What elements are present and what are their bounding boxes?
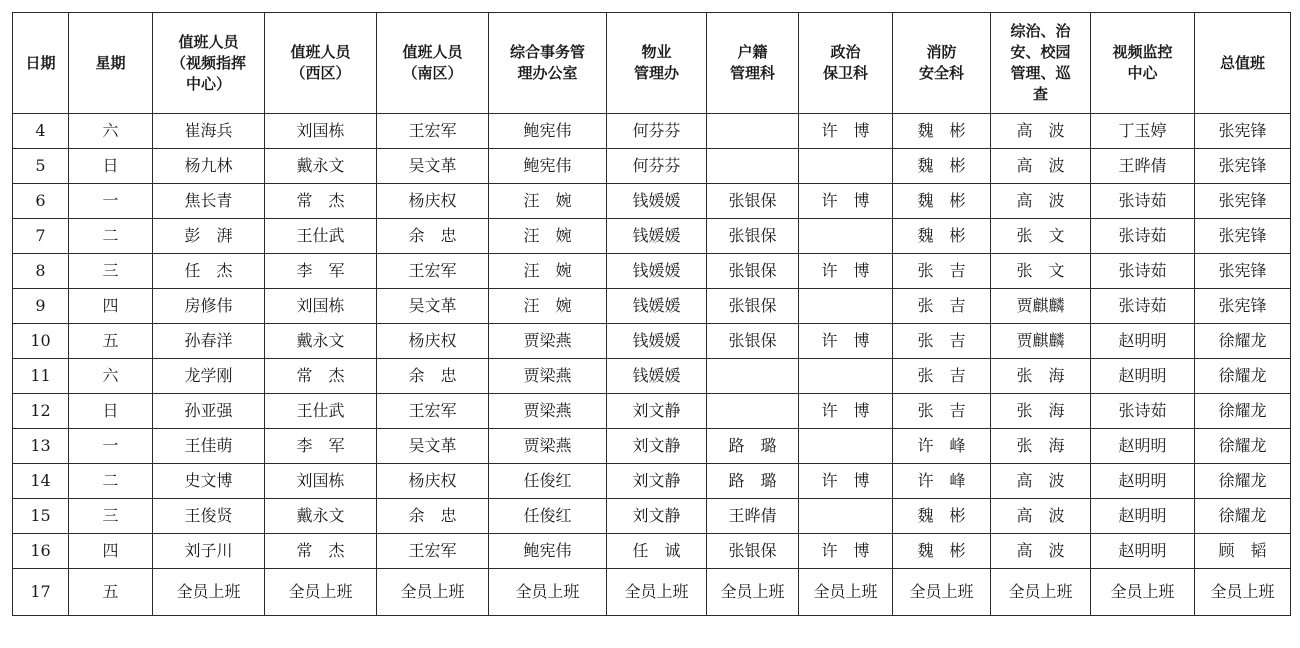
cell-video-monitoring-center: 张诗茹 [1091, 219, 1195, 254]
cell-video-monitoring-center: 王晔倩 [1091, 149, 1195, 184]
cell-household-registry [707, 394, 799, 429]
cell-property-office: 任 诚 [607, 534, 707, 569]
cell-duty-south: 余 忠 [377, 219, 489, 254]
table-row [13, 219, 1291, 254]
cell-political-security [799, 289, 893, 324]
header-duty-south: 值班人员 （南区） [377, 13, 489, 114]
cell-household-registry: 张银保 [707, 534, 799, 569]
header-weekday: 星期 [69, 13, 153, 114]
cell-general-affairs-office: 贾梁燕 [489, 429, 607, 464]
cell-fire-safety: 魏 彬 [893, 184, 991, 219]
cell-video-monitoring-center: 赵明明 [1091, 324, 1195, 359]
cell-general-affairs-office: 汪 婉 [489, 254, 607, 289]
cell-duty-command-center: 龙学刚 [153, 359, 265, 394]
cell-duty-south: 王宏军 [377, 114, 489, 149]
cell-duty-west: 常 杰 [265, 359, 377, 394]
cell-fire-safety: 张 吉 [893, 324, 991, 359]
cell-chief-on-duty: 张宪锋 [1195, 149, 1291, 184]
cell-fire-safety: 魏 彬 [893, 114, 991, 149]
cell-weekday: 六 [69, 114, 153, 149]
header-video-monitoring-center: 视频监控 中心 [1091, 13, 1195, 114]
cell-duty-command-center: 焦长青 [153, 184, 265, 219]
cell-duty-west: 常 杰 [265, 534, 377, 569]
cell-duty-west: 刘国栋 [265, 464, 377, 499]
header-duty-west: 值班人员 （西区） [265, 13, 377, 114]
table-header [13, 13, 1291, 114]
cell-date: 16 [13, 534, 69, 569]
cell-political-security: 许 博 [799, 324, 893, 359]
table-row [13, 149, 1291, 184]
cell-public-order-patrol: 贾麒麟 [991, 324, 1091, 359]
cell-weekday: 一 [69, 184, 153, 219]
cell-video-monitoring-center: 张诗茹 [1091, 254, 1195, 289]
cell-public-order-patrol: 张 文 [991, 219, 1091, 254]
cell-public-order-patrol: 张 海 [991, 359, 1091, 394]
cell-date: 13 [13, 429, 69, 464]
cell-fire-safety: 张 吉 [893, 394, 991, 429]
cell-weekday: 三 [69, 254, 153, 289]
cell-duty-command-center: 孙春洋 [153, 324, 265, 359]
cell-duty-command-center: 全员上班 [153, 569, 265, 616]
cell-household-registry: 张银保 [707, 184, 799, 219]
cell-fire-safety: 魏 彬 [893, 534, 991, 569]
cell-public-order-patrol: 高 波 [991, 534, 1091, 569]
cell-property-office: 钱媛媛 [607, 324, 707, 359]
cell-video-monitoring-center: 赵明明 [1091, 499, 1195, 534]
cell-date: 7 [13, 219, 69, 254]
cell-public-order-patrol: 全员上班 [991, 569, 1091, 616]
cell-household-registry: 张银保 [707, 219, 799, 254]
table-row [13, 464, 1291, 499]
header-public-order-patrol: 综治、治 安、校园 管理、巡 查 [991, 13, 1091, 114]
header-household-registry: 户籍 管理科 [707, 13, 799, 114]
cell-duty-south: 余 忠 [377, 499, 489, 534]
cell-fire-safety: 魏 彬 [893, 219, 991, 254]
cell-fire-safety: 魏 彬 [893, 149, 991, 184]
cell-household-registry [707, 359, 799, 394]
cell-video-monitoring-center: 丁玉婷 [1091, 114, 1195, 149]
header-row [13, 13, 1291, 114]
cell-duty-command-center: 任 杰 [153, 254, 265, 289]
header-date: 日期 [13, 13, 69, 114]
header-general-affairs-office: 综合事务管 理办公室 [489, 13, 607, 114]
cell-weekday: 二 [69, 219, 153, 254]
cell-property-office: 何芬芬 [607, 149, 707, 184]
cell-duty-west: 刘国栋 [265, 289, 377, 324]
cell-duty-command-center: 孙亚强 [153, 394, 265, 429]
cell-household-registry: 全员上班 [707, 569, 799, 616]
cell-property-office: 何芬芬 [607, 114, 707, 149]
cell-duty-south: 余 忠 [377, 359, 489, 394]
cell-video-monitoring-center: 赵明明 [1091, 429, 1195, 464]
cell-general-affairs-office: 贾梁燕 [489, 394, 607, 429]
cell-date: 4 [13, 114, 69, 149]
table-row [13, 114, 1291, 149]
duty-roster-sheet [12, 12, 1290, 616]
duty-roster-table [12, 12, 1291, 616]
table-row [13, 359, 1291, 394]
cell-public-order-patrol: 高 波 [991, 114, 1091, 149]
cell-duty-command-center: 杨九林 [153, 149, 265, 184]
cell-date: 11 [13, 359, 69, 394]
cell-chief-on-duty: 徐耀龙 [1195, 324, 1291, 359]
cell-date: 6 [13, 184, 69, 219]
cell-public-order-patrol: 高 波 [991, 149, 1091, 184]
cell-general-affairs-office: 全员上班 [489, 569, 607, 616]
cell-date: 12 [13, 394, 69, 429]
cell-property-office: 刘文静 [607, 394, 707, 429]
cell-political-security [799, 359, 893, 394]
cell-chief-on-duty: 张宪锋 [1195, 219, 1291, 254]
cell-public-order-patrol: 高 波 [991, 499, 1091, 534]
cell-chief-on-duty: 徐耀龙 [1195, 464, 1291, 499]
cell-fire-safety: 许 峰 [893, 464, 991, 499]
cell-fire-safety: 全员上班 [893, 569, 991, 616]
cell-video-monitoring-center: 赵明明 [1091, 464, 1195, 499]
cell-political-security: 许 博 [799, 254, 893, 289]
cell-video-monitoring-center: 赵明明 [1091, 534, 1195, 569]
cell-duty-west: 全员上班 [265, 569, 377, 616]
cell-weekday: 五 [69, 569, 153, 616]
cell-weekday: 日 [69, 394, 153, 429]
cell-date: 5 [13, 149, 69, 184]
cell-video-monitoring-center: 赵明明 [1091, 359, 1195, 394]
table-row [13, 499, 1291, 534]
cell-property-office: 刘文静 [607, 464, 707, 499]
cell-public-order-patrol: 贾麒麟 [991, 289, 1091, 324]
cell-chief-on-duty: 张宪锋 [1195, 254, 1291, 289]
cell-duty-south: 杨庆权 [377, 464, 489, 499]
cell-household-registry: 王晔倩 [707, 499, 799, 534]
cell-video-monitoring-center: 全员上班 [1091, 569, 1195, 616]
cell-duty-south: 杨庆权 [377, 184, 489, 219]
cell-political-security: 许 博 [799, 464, 893, 499]
cell-weekday: 三 [69, 499, 153, 534]
cell-political-security: 许 博 [799, 534, 893, 569]
cell-general-affairs-office: 鲍宪伟 [489, 114, 607, 149]
cell-duty-west: 刘国栋 [265, 114, 377, 149]
cell-property-office: 刘文静 [607, 429, 707, 464]
cell-duty-west: 戴永文 [265, 324, 377, 359]
cell-property-office: 钱媛媛 [607, 219, 707, 254]
cell-property-office: 刘文静 [607, 499, 707, 534]
cell-chief-on-duty: 张宪锋 [1195, 184, 1291, 219]
cell-general-affairs-office: 汪 婉 [489, 289, 607, 324]
header-duty-command-center: 值班人员 （视频指挥 中心） [153, 13, 265, 114]
cell-household-registry: 张银保 [707, 289, 799, 324]
table-row [13, 254, 1291, 289]
cell-duty-west: 王仕武 [265, 394, 377, 429]
cell-duty-south: 全员上班 [377, 569, 489, 616]
cell-general-affairs-office: 汪 婉 [489, 219, 607, 254]
cell-duty-south: 吴文革 [377, 149, 489, 184]
cell-duty-south: 吴文革 [377, 429, 489, 464]
cell-political-security [799, 429, 893, 464]
cell-fire-safety: 张 吉 [893, 254, 991, 289]
cell-political-security [799, 219, 893, 254]
cell-weekday: 六 [69, 359, 153, 394]
header-fire-safety: 消防 安全科 [893, 13, 991, 114]
cell-chief-on-duty: 徐耀龙 [1195, 359, 1291, 394]
cell-chief-on-duty: 全员上班 [1195, 569, 1291, 616]
cell-weekday: 一 [69, 429, 153, 464]
cell-property-office: 钱媛媛 [607, 184, 707, 219]
cell-duty-south: 吴文革 [377, 289, 489, 324]
cell-date: 9 [13, 289, 69, 324]
cell-duty-command-center: 彭 湃 [153, 219, 265, 254]
cell-household-registry: 张银保 [707, 324, 799, 359]
cell-duty-south: 王宏军 [377, 534, 489, 569]
cell-general-affairs-office: 鲍宪伟 [489, 149, 607, 184]
cell-general-affairs-office: 鲍宪伟 [489, 534, 607, 569]
table-row [13, 429, 1291, 464]
cell-chief-on-duty: 徐耀龙 [1195, 429, 1291, 464]
cell-chief-on-duty: 徐耀龙 [1195, 499, 1291, 534]
cell-general-affairs-office: 汪 婉 [489, 184, 607, 219]
header-property-office: 物业 管理办 [607, 13, 707, 114]
cell-duty-command-center: 房修伟 [153, 289, 265, 324]
cell-weekday: 五 [69, 324, 153, 359]
cell-political-security: 全员上班 [799, 569, 893, 616]
cell-date: 15 [13, 499, 69, 534]
table-row [13, 534, 1291, 569]
cell-duty-west: 王仕武 [265, 219, 377, 254]
table-row [13, 289, 1291, 324]
cell-chief-on-duty: 张宪锋 [1195, 289, 1291, 324]
cell-chief-on-duty: 张宪锋 [1195, 114, 1291, 149]
cell-video-monitoring-center: 张诗茹 [1091, 184, 1195, 219]
cell-household-registry: 路 璐 [707, 429, 799, 464]
cell-political-security [799, 499, 893, 534]
header-political-security: 政治 保卫科 [799, 13, 893, 114]
table-row [13, 324, 1291, 359]
cell-household-registry [707, 149, 799, 184]
cell-public-order-patrol: 张 海 [991, 429, 1091, 464]
header-chief-on-duty: 总值班 [1195, 13, 1291, 114]
cell-duty-west: 戴永文 [265, 499, 377, 534]
cell-fire-safety: 张 吉 [893, 289, 991, 324]
cell-duty-command-center: 史文博 [153, 464, 265, 499]
cell-duty-west: 李 军 [265, 429, 377, 464]
cell-property-office: 钱媛媛 [607, 359, 707, 394]
cell-video-monitoring-center: 张诗茹 [1091, 394, 1195, 429]
cell-duty-south: 杨庆权 [377, 324, 489, 359]
cell-general-affairs-office: 贾梁燕 [489, 324, 607, 359]
cell-duty-south: 王宏军 [377, 394, 489, 429]
cell-date: 14 [13, 464, 69, 499]
cell-weekday: 四 [69, 289, 153, 324]
cell-duty-west: 戴永文 [265, 149, 377, 184]
cell-household-registry: 张银保 [707, 254, 799, 289]
cell-chief-on-duty: 顾 韬 [1195, 534, 1291, 569]
table-row [13, 184, 1291, 219]
cell-public-order-patrol: 高 波 [991, 184, 1091, 219]
cell-duty-west: 李 军 [265, 254, 377, 289]
cell-political-security: 许 博 [799, 184, 893, 219]
table-row [13, 569, 1291, 616]
cell-duty-west: 常 杰 [265, 184, 377, 219]
cell-weekday: 二 [69, 464, 153, 499]
cell-political-security: 许 博 [799, 114, 893, 149]
cell-date: 17 [13, 569, 69, 616]
cell-general-affairs-office: 任俊红 [489, 464, 607, 499]
cell-duty-command-center: 王俊贤 [153, 499, 265, 534]
cell-household-registry: 路 璐 [707, 464, 799, 499]
cell-public-order-patrol: 张 文 [991, 254, 1091, 289]
cell-political-security [799, 149, 893, 184]
cell-fire-safety: 魏 彬 [893, 499, 991, 534]
cell-duty-south: 王宏军 [377, 254, 489, 289]
cell-general-affairs-office: 贾梁燕 [489, 359, 607, 394]
cell-duty-command-center: 刘子川 [153, 534, 265, 569]
cell-general-affairs-office: 任俊红 [489, 499, 607, 534]
cell-fire-safety: 许 峰 [893, 429, 991, 464]
cell-fire-safety: 张 吉 [893, 359, 991, 394]
table-body [13, 114, 1291, 616]
cell-date: 10 [13, 324, 69, 359]
cell-video-monitoring-center: 张诗茹 [1091, 289, 1195, 324]
cell-public-order-patrol: 张 海 [991, 394, 1091, 429]
cell-weekday: 四 [69, 534, 153, 569]
cell-household-registry [707, 114, 799, 149]
cell-property-office: 钱媛媛 [607, 254, 707, 289]
cell-duty-command-center: 崔海兵 [153, 114, 265, 149]
cell-property-office: 钱媛媛 [607, 289, 707, 324]
cell-property-office: 全员上班 [607, 569, 707, 616]
cell-chief-on-duty: 徐耀龙 [1195, 394, 1291, 429]
cell-public-order-patrol: 高 波 [991, 464, 1091, 499]
cell-political-security: 许 博 [799, 394, 893, 429]
table-row [13, 394, 1291, 429]
cell-weekday: 日 [69, 149, 153, 184]
cell-duty-command-center: 王佳萌 [153, 429, 265, 464]
cell-date: 8 [13, 254, 69, 289]
